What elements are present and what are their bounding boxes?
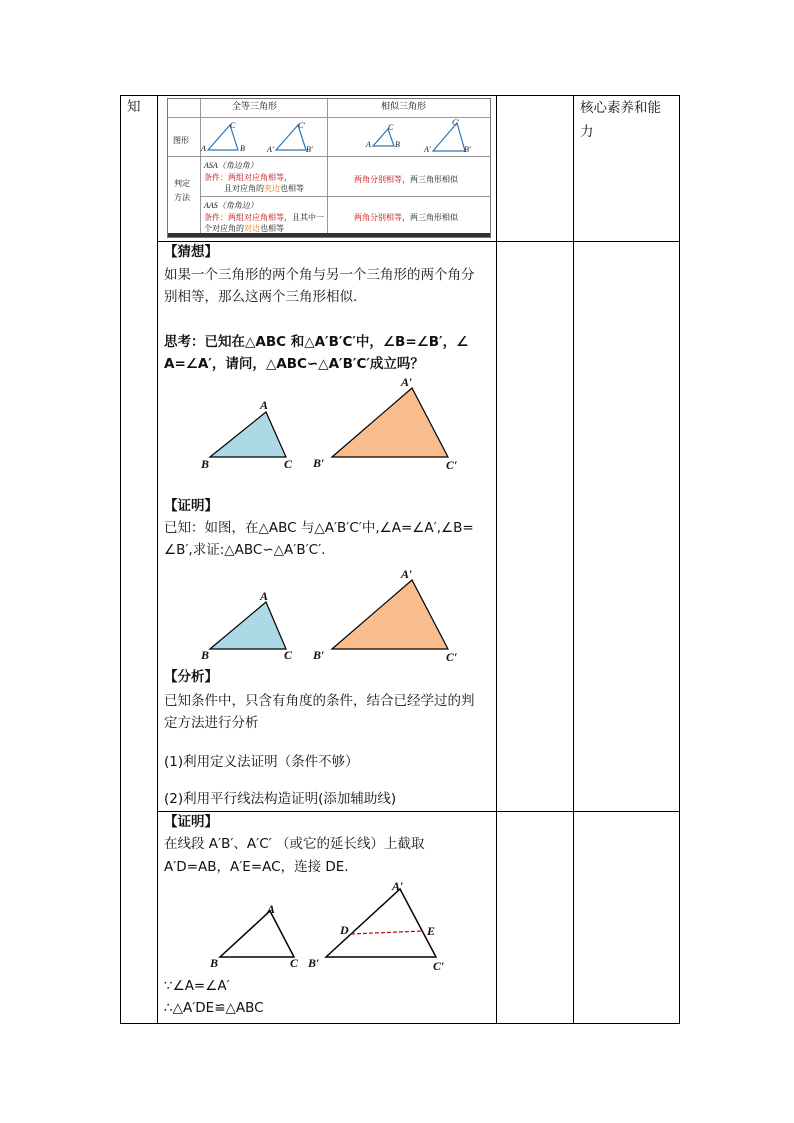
row-divider-2: [157, 811, 679, 812]
figure-1: [160, 376, 490, 486]
sim-rule-1: 两角分别相等，两三角形相似: [354, 175, 458, 184]
proof2-line-2: A′D=AB，A′E=AC，连接 DE.: [164, 859, 349, 875]
col-divider-2: [496, 95, 497, 1024]
analysis-item-1: (1)利用定义法证明（条件不够）: [164, 754, 359, 770]
aas-condition-2: 个对应角的对边也相等: [204, 224, 284, 233]
asa-title: ASA（角边角）: [204, 161, 258, 170]
guess-line-2: 别相等，那么这两个三角形相似．: [164, 289, 367, 305]
proof2-step-2: ∴△A′DE≌△ABC: [164, 1000, 264, 1016]
proof2-heading: 【证明】: [164, 814, 218, 830]
asa-condition: 条件：两组对应角相等，: [204, 173, 292, 182]
table-right-border: [679, 95, 680, 1024]
asa-condition-2: 且对应角的夹边也相等: [224, 184, 304, 193]
guess-heading: 【猜想】: [164, 244, 218, 260]
col-divider-1: [157, 95, 158, 1024]
analysis-line-1: 已知条件中，只含有角度的条件，结合已经学过的判: [164, 693, 475, 709]
triangle-a1b1c1-2: [332, 580, 448, 649]
proof1-line-2: ∠B′,求证:△ABC∽△A′B′C′.: [164, 542, 326, 558]
right-column-label: 核心素养和能力: [580, 100, 661, 140]
analysis-heading: 【分析】: [164, 669, 218, 685]
analysis-line-2: 定方法进行分析: [164, 715, 259, 731]
row-figure-label: 图形: [173, 136, 189, 145]
proof2-step-1: ∵∠A=∠A′: [164, 978, 230, 994]
think-line-2: A=∠A′，请问，△ABC∽△A′B′C′成立吗？: [164, 356, 424, 372]
figure-3: [160, 878, 490, 968]
comparison-table: 全等三角形 相似三角形 图形 判定方法 A C B A′ C′ B′ A C B A′ C′ B′ ASA（角边角） 条件：两组对应角相等， 且对应角的夹边也相等 两角分别相等，两三角形相似 AAS（角角边） 条件：两组对应角相等，且其中一 个对应角的对边也相等 两角分别相等，两三角形相似: [167, 98, 491, 238]
aas-title: AAS（角角边）: [204, 201, 258, 210]
aas-condition: 条件：两组对应角相等，且其中一: [204, 213, 324, 222]
header-congruent: 全等三角形: [232, 102, 278, 112]
triangle-abc-3: [220, 911, 294, 957]
col-divider-3: [573, 95, 574, 1024]
sim-rule-2: 两角分别相等，两三角形相似: [354, 213, 458, 222]
triangle-abc: [210, 412, 286, 457]
think-line-1: 思考：已知在△ABC 和△A′B′C′中，∠B=∠B′，∠: [164, 334, 469, 350]
small-tri-4: [433, 123, 465, 151]
proof1-heading: 【证明】: [164, 498, 218, 514]
proof1-line-1: 已知：如图，在△ABC 与△A′B′C′中,∠A=∠A′,∠B=: [164, 520, 474, 536]
header-similar: 相似三角形: [381, 102, 427, 112]
figure-2: [160, 568, 490, 668]
row-divider-1: [157, 241, 679, 242]
analysis-item-2: (2)利用平行线法构造证明(添加辅助线): [164, 791, 397, 807]
guess-line-1: 如果一个三角形的两个角与另一个三角形的两个角分: [164, 267, 475, 283]
table-bottom-border: [120, 1023, 679, 1024]
table-left-border: [120, 95, 121, 1024]
proof2-line-1: 在线段 A′B′、A′C′ （或它的延长线）上截取: [164, 836, 425, 852]
left-column-label: 知: [127, 99, 141, 115]
triangle-a1b1c1: [332, 388, 448, 457]
row-method-label: 判定方法: [174, 179, 190, 202]
triangle-abc-2: [210, 602, 286, 649]
segment-de: [351, 931, 422, 934]
